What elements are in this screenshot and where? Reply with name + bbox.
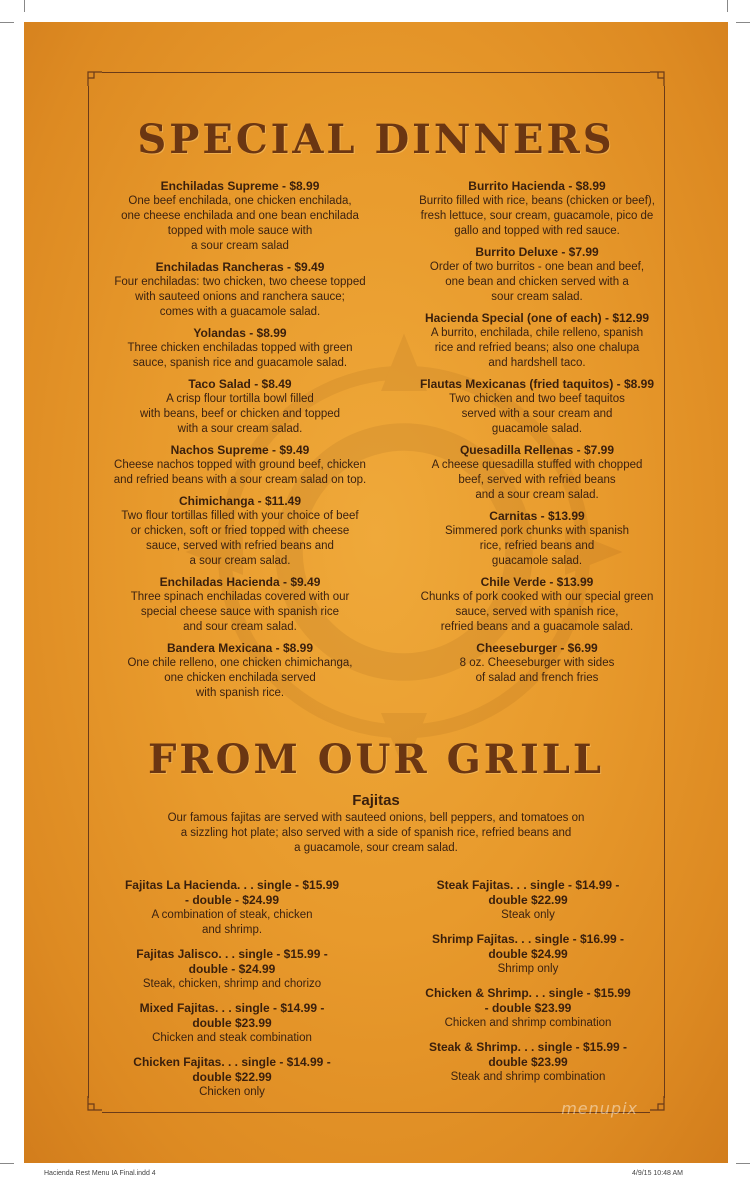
menu-item — [384, 311, 690, 371]
menu-item-description: Chunks of pork cooked with our special green sauce, served with spanish rice, refried beans and a guacamole salad. — [420, 591, 654, 633]
special-dinners-right-column — [384, 179, 690, 692]
menu-item-description: Four enchiladas: two chicken, two cheese topped with sauteed onions and ranchera sauce; comes with a guacamole salad. — [114, 276, 366, 318]
menu-item — [400, 878, 656, 923]
menu-page — [24, 22, 728, 1163]
menu-item-title: Yolandas - $8.99 — [193, 326, 287, 340]
menu-item-description: Chicken and steak combination — [152, 1032, 312, 1044]
menu-item — [104, 1001, 360, 1046]
watermark: menupix — [561, 1099, 638, 1118]
menu-item-description: A burrito, enchilada, chile relleno, spanish rice and refried beans; also one chalupa and hardshell taco. — [430, 327, 644, 369]
menu-item — [104, 947, 360, 992]
menu-item-title: Chimichanga - $11.49 — [178, 494, 302, 508]
menu-item — [400, 1040, 656, 1085]
menu-item — [400, 932, 656, 977]
fajitas-description: Our famous fajitas are served with sauteed onions, bell peppers, and tomatoes on a sizzling hot plate; also served with a side of spanish rice, refried beans and a guacamole, sour cream salad. — [167, 812, 585, 854]
menu-item — [384, 245, 690, 305]
menu-item-description: One chile relleno, one chicken chimichanga, one chicken enchilada served with spanish rice. — [127, 657, 353, 699]
menu-item — [90, 179, 390, 254]
menu-item-title: Fajitas Jalisco. . . single - $15.99 - double - $24.99 — [136, 947, 328, 976]
menu-item — [104, 1055, 360, 1100]
menu-item-title: Cheeseburger - $6.99 — [476, 641, 598, 655]
menu-item-description: Simmered pork chunks with spanish rice, refried beans and guacamole salad. — [444, 525, 630, 567]
menu-item-description: A crisp flour tortilla bowl filled with beans, beef or chicken and topped with a sour cream salad. — [139, 393, 341, 435]
menu-item — [90, 260, 390, 320]
menu-item-description: Order of two burritos - one bean and beef, one bean and chicken served with a sour cream salad. — [429, 261, 645, 303]
menu-item — [90, 641, 390, 701]
menu-item — [90, 326, 390, 371]
menu-item-title: Quesadilla Rellenas - $7.99 — [459, 443, 615, 457]
menu-item — [384, 179, 690, 239]
menu-item-title: Steak Fajitas. . . single - $14.99 - double $22.99 — [436, 878, 620, 907]
crop-mark — [736, 1163, 750, 1164]
menu-item-title: Fajitas La Hacienda. . . single - $15.99 - double - $24.99 — [124, 878, 340, 907]
menu-item — [90, 575, 390, 635]
menu-item-description: Cheese nachos topped with ground beef, chicken and refried beans with a sour cream salad on top. — [113, 459, 367, 486]
menu-item — [384, 575, 690, 635]
menu-item-description: Three spinach enchiladas covered with our special cheese sauce with spanish rice and sour cream salad. — [130, 591, 350, 633]
menu-item-title: Shrimp Fajitas. . . single - $16.99 - double $24.99 — [431, 932, 625, 961]
menu-item-description: Two flour tortillas filled with your choice of beef or chicken, soft or fried topped with cheese sauce, served with refried beans and a sour cream salad. — [121, 510, 359, 567]
corner-ornament-icon — [644, 64, 672, 92]
menu-item — [90, 377, 390, 437]
menu-item-title: Chile Verde - $13.99 — [480, 575, 594, 589]
menu-item-description: Burrito filled with rice, beans (chicken or beef), fresh lettuce, sour cream, guacamole, pico de gallo and topped with red sauce. — [419, 195, 655, 237]
special-dinners-left-column — [90, 179, 390, 707]
menu-item-description: Two chicken and two beef taquitos served with a sour cream and guacamole salad. — [449, 393, 625, 435]
from-our-grill-heading: FROM OUR GRILL — [148, 736, 604, 783]
menu-item — [384, 509, 690, 569]
footer-file-name: Hacienda Rest Menu IA Final.indd 4 — [44, 1170, 156, 1177]
menu-item — [384, 641, 690, 686]
menu-item — [90, 494, 390, 569]
menu-item-description: Steak only — [501, 909, 555, 921]
menu-item — [104, 878, 360, 938]
menu-item — [384, 443, 690, 503]
menu-item-description: Steak, chicken, shrimp and chorizo — [142, 978, 322, 990]
menu-item-title: Flautas Mexicanas (fried taquitos) - $8.99 — [419, 377, 655, 391]
menu-item-title: Taco Salad - $8.49 — [188, 377, 292, 391]
menu-item — [90, 443, 390, 488]
corner-ornament-icon — [80, 64, 108, 92]
grill-right-column — [400, 878, 656, 1094]
menu-item-description: A cheese quesadilla stuffed with chopped beef, served with refried beans and a sour cream salad. — [431, 459, 643, 501]
fajitas-title: Fajitas — [352, 792, 400, 809]
menu-item-description: One beef enchilada, one chicken enchilada, one cheese enchilada and one bean enchilada topped with mole sauce with a sour cream salad — [121, 195, 359, 252]
menu-item-description: Chicken and shrimp combination — [444, 1017, 612, 1029]
crop-mark — [0, 1163, 14, 1164]
crop-mark — [0, 22, 14, 23]
menu-item-title: Burrito Hacienda - $8.99 — [468, 179, 606, 193]
menu-item-title: Mixed Fajitas. . . single - $14.99 - double $23.99 — [139, 1001, 325, 1030]
menu-item-title: Chicken Fajitas. . . single - $14.99 - double $22.99 — [133, 1055, 331, 1084]
menu-item-title: Enchiladas Hacienda - $9.49 — [159, 575, 321, 589]
frame-left — [88, 86, 89, 1098]
menu-item-title: Enchiladas Supreme - $8.99 — [160, 179, 320, 193]
menu-item-description: Steak and shrimp combination — [450, 1071, 606, 1083]
frame-top — [102, 72, 650, 73]
menu-item-title: Steak & Shrimp. . . single - $15.99 - double $23.99 — [428, 1040, 628, 1069]
menu-item — [384, 377, 690, 437]
crop-mark — [736, 22, 750, 23]
menu-item-description: Three chicken enchiladas topped with green sauce, spanish rice and guacamole salad. — [127, 342, 353, 369]
menu-item-description: Shrimp only — [497, 963, 559, 975]
menu-item-description: Chicken only — [199, 1086, 265, 1098]
menu-item-description: A combination of steak, chicken and shrimp. — [151, 909, 313, 936]
menu-item-title: Bandera Mexicana - $8.99 — [166, 641, 314, 655]
menu-item-title: Burrito Deluxe - $7.99 — [475, 245, 599, 259]
menu-item-title: Carnitas - $13.99 — [489, 509, 585, 523]
menu-item-title: Hacienda Special (one of each) - $12.99 — [424, 311, 650, 325]
menu-item — [400, 986, 656, 1031]
footer-date: 4/9/15 10:48 AM — [632, 1170, 683, 1177]
special-dinners-heading: SPECIAL DINNERS — [137, 116, 615, 163]
corner-ornament-icon — [644, 1090, 672, 1118]
crop-mark — [24, 0, 25, 12]
grill-left-column — [104, 878, 360, 1109]
menu-item-description: 8 oz. Cheeseburger with sides of salad and french fries — [459, 657, 615, 684]
menu-item-title: Chicken & Shrimp. . . single - $15.99 - double $23.99 — [425, 986, 631, 1015]
menu-item-title: Nachos Supreme - $9.49 — [170, 443, 310, 457]
crop-mark — [727, 0, 728, 12]
menu-item-title: Enchiladas Rancheras - $9.49 — [155, 260, 325, 274]
